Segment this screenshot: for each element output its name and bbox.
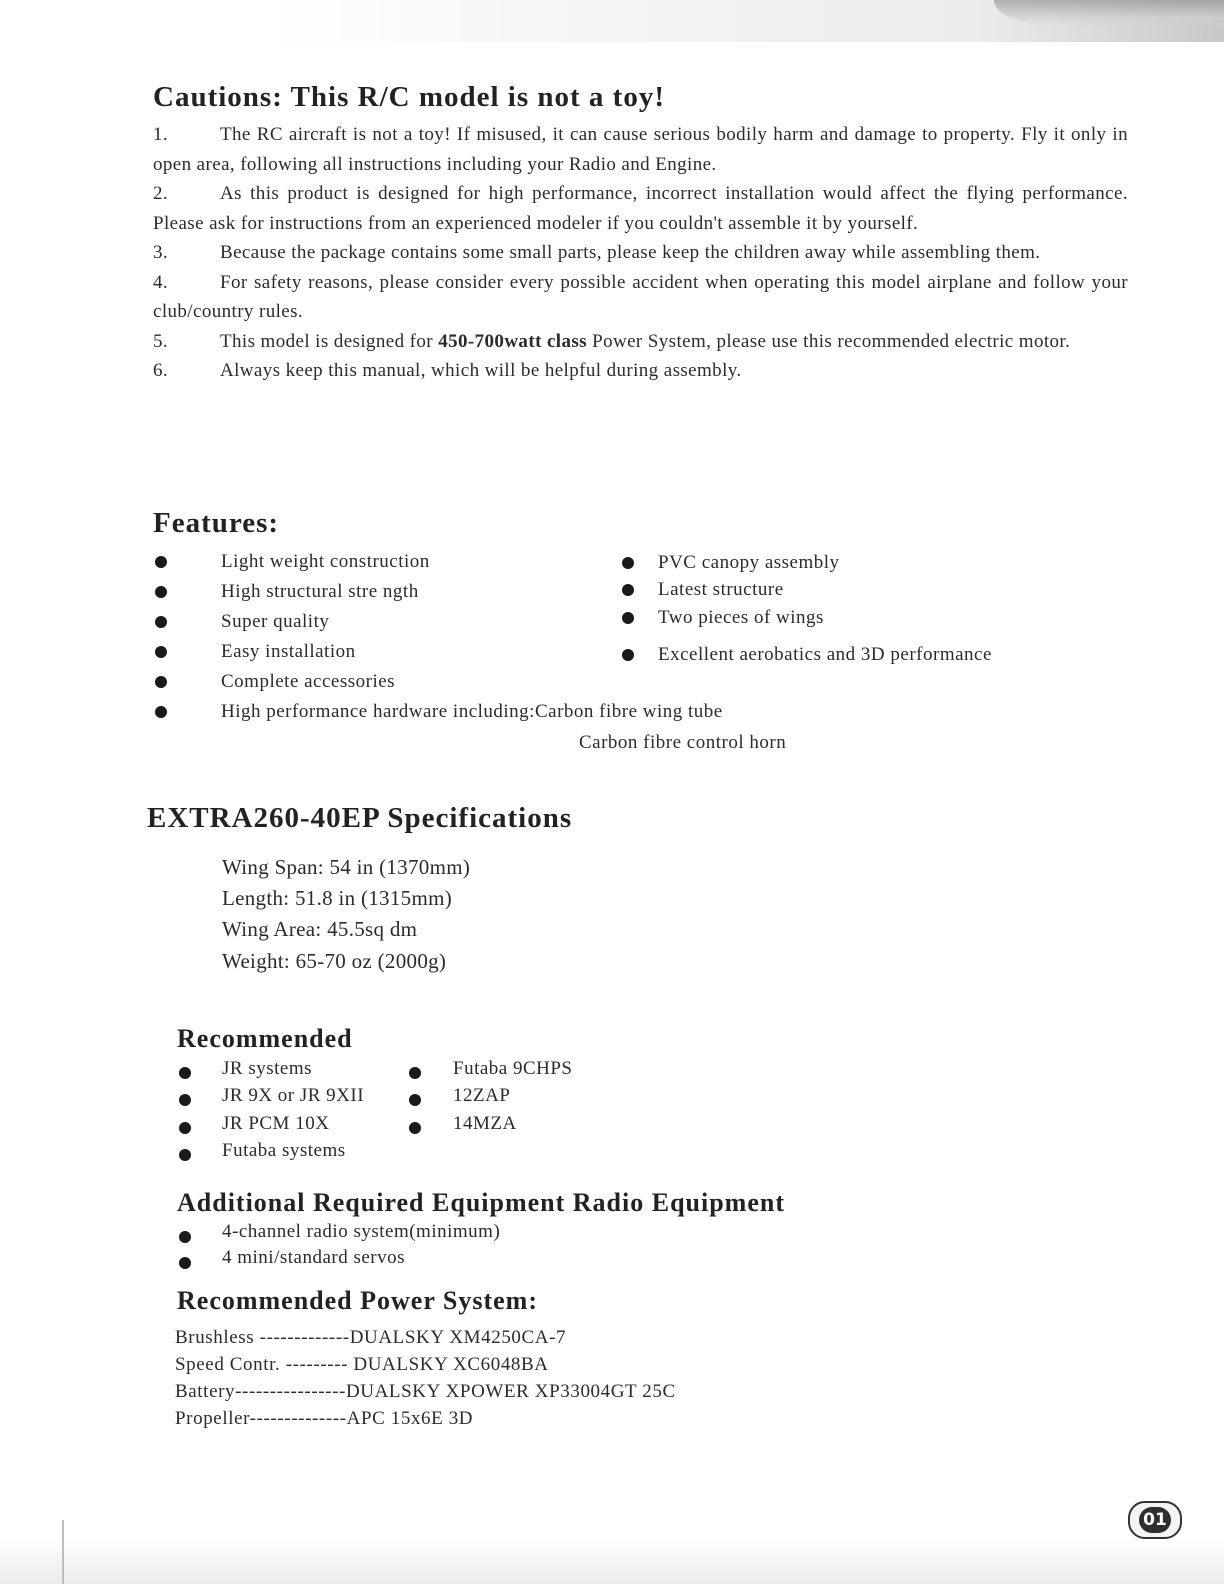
feature-right-3	[622, 607, 824, 630]
recommended-left-4	[179, 1140, 346, 1167]
caution-item-6	[153, 356, 1128, 386]
page-number: 01	[1139, 1507, 1171, 1533]
feature-text: Latest structure	[658, 579, 784, 600]
spec-wing-span: Wing Span: 54 in (1370mm)	[222, 855, 471, 879]
bullet-icon	[179, 1067, 191, 1079]
recommended-text: JR 9X or JR 9XII	[222, 1085, 365, 1106]
power-class-highlight: 450-700watt class	[438, 330, 587, 352]
recommended-left-1	[179, 1058, 312, 1085]
bullet-icon	[622, 612, 634, 624]
bullet-icon	[179, 1257, 191, 1269]
power-system-heading: Recommended Power System:	[177, 1286, 538, 1315]
binding-edge-line	[62, 1520, 64, 1584]
bullet-icon	[155, 616, 167, 628]
recommended-right-3	[409, 1113, 517, 1140]
recommended-left-2	[179, 1085, 365, 1112]
feature-right-2	[622, 579, 784, 602]
bullet-icon	[409, 1094, 421, 1106]
recommended-text: JR PCM 10X	[222, 1113, 330, 1134]
caution-text-before: This model is designed for	[220, 330, 439, 352]
recommended-right-2	[409, 1085, 511, 1112]
recommended-text: 12ZAP	[453, 1085, 511, 1106]
bullet-icon	[155, 676, 167, 688]
bullet-icon	[622, 584, 634, 596]
top-corner-shading	[994, 0, 1224, 26]
caution-item-1	[153, 120, 1128, 179]
bottom-decorative-band	[0, 1538, 1224, 1584]
bullet-icon	[155, 586, 167, 598]
bullet-icon	[179, 1122, 191, 1134]
caution-number: 5.	[153, 330, 169, 352]
feature-text: PVC canopy assembly	[658, 552, 840, 573]
power-brushless: Brushless -------------DUALSKY XM4250CA-7	[175, 1327, 567, 1348]
caution-text: The RC aircraft is not a toy! If misused, it can cause serious bodily harm and damage to property. Fly it only in open area, following all instructions including your Radio and Engine.	[153, 124, 1128, 175]
caution-item-3	[153, 238, 1128, 268]
caution-text: For safety reasons, please consider every possible accident when operating this model airplane and follow your club/country rules.	[153, 271, 1128, 322]
caution-number: 4.	[153, 271, 169, 293]
caution-item-4	[153, 268, 1128, 327]
feature-left-5	[155, 671, 396, 694]
feature-text: High structural stre ngth	[221, 581, 419, 602]
cautions-list	[153, 120, 1128, 386]
spec-weight: Weight: 65-70 oz (2000g)	[222, 949, 447, 973]
feature-text: High performance hardware including:Carbon fibre wing tube	[221, 701, 723, 722]
caution-text: Because the package contains some small parts, please keep the children away while assembling them.	[220, 242, 1041, 263]
caution-text: Always keep this manual, which will be helpful during assembly.	[220, 360, 742, 381]
spec-wing-area: Wing Area: 45.5sq dm	[222, 917, 418, 941]
feature-text: Light weight construction	[221, 551, 430, 572]
feature-text: Complete accessories	[221, 671, 396, 692]
feature-left-2	[155, 581, 419, 604]
power-speed-controller: Speed Contr. --------- DUALSKY XC6048BA	[175, 1354, 549, 1375]
feature-right-4	[622, 644, 992, 667]
bullet-icon	[179, 1149, 191, 1161]
page-number-badge	[1128, 1501, 1182, 1539]
caution-item-2	[153, 179, 1128, 238]
feature-text: Super quality	[221, 611, 330, 632]
bullet-icon	[179, 1094, 191, 1106]
feature-text: Easy installation	[221, 641, 356, 662]
feature-left-4	[155, 641, 356, 664]
additional-item-1	[179, 1221, 501, 1249]
specifications-heading: EXTRA260-40EP Specifications	[147, 802, 573, 834]
caution-text-after: Power System, please use this recommended electric motor.	[586, 330, 1071, 352]
feature-text: Two pieces of wings	[658, 607, 824, 628]
feature-left-3	[155, 611, 330, 634]
additional-item-2	[179, 1247, 406, 1275]
caution-number: 3.	[153, 242, 169, 263]
feature-left-6	[155, 701, 723, 724]
power-propeller: Propeller--------------APC 15x6E 3D	[175, 1408, 474, 1429]
bullet-icon	[409, 1122, 421, 1134]
caution-item-5	[153, 327, 1128, 357]
feature-text: Excellent aerobatics and 3D performance	[658, 644, 992, 665]
feature-continuation: Carbon fibre control horn	[579, 732, 787, 753]
bullet-icon	[409, 1067, 421, 1079]
bullet-icon	[155, 646, 167, 658]
caution-number: 6.	[153, 360, 169, 381]
feature-right-1	[622, 552, 840, 575]
recommended-left-3	[179, 1113, 330, 1140]
caution-number: 1.	[153, 124, 169, 145]
caution-number: 2.	[153, 183, 169, 204]
recommended-text: Futaba systems	[222, 1140, 346, 1161]
spec-length: Length: 51.8 in (1315mm)	[222, 886, 453, 910]
bullet-icon	[622, 649, 634, 661]
features-heading: Features:	[153, 507, 280, 539]
additional-equipment-heading: Additional Required Equipment Radio Equipment	[177, 1188, 785, 1217]
bullet-icon	[622, 557, 634, 569]
caution-text: As this product is designed for high performance, incorrect installation would affect the flying performance. Please ask for instructions from an experienced modeler if you couldn't assemble it by yourself.	[153, 183, 1128, 234]
recommended-heading: Recommended	[177, 1024, 353, 1053]
bullet-icon	[155, 706, 167, 718]
additional-text: 4-channel radio system(minimum)	[222, 1221, 501, 1242]
bullet-icon	[155, 556, 167, 568]
feature-left-1	[155, 551, 430, 574]
recommended-text: JR systems	[222, 1058, 312, 1079]
bullet-icon	[179, 1231, 191, 1243]
recommended-text: Futaba 9CHPS	[453, 1058, 573, 1079]
recommended-text: 14MZA	[453, 1113, 517, 1134]
additional-text: 4 mini/standard servos	[222, 1247, 406, 1268]
recommended-right-1	[409, 1058, 573, 1085]
cautions-heading: Cautions: This R/C model is not a toy!	[153, 81, 665, 113]
power-battery: Battery----------------DUALSKY XPOWER XP33004GT 25C	[175, 1381, 676, 1402]
